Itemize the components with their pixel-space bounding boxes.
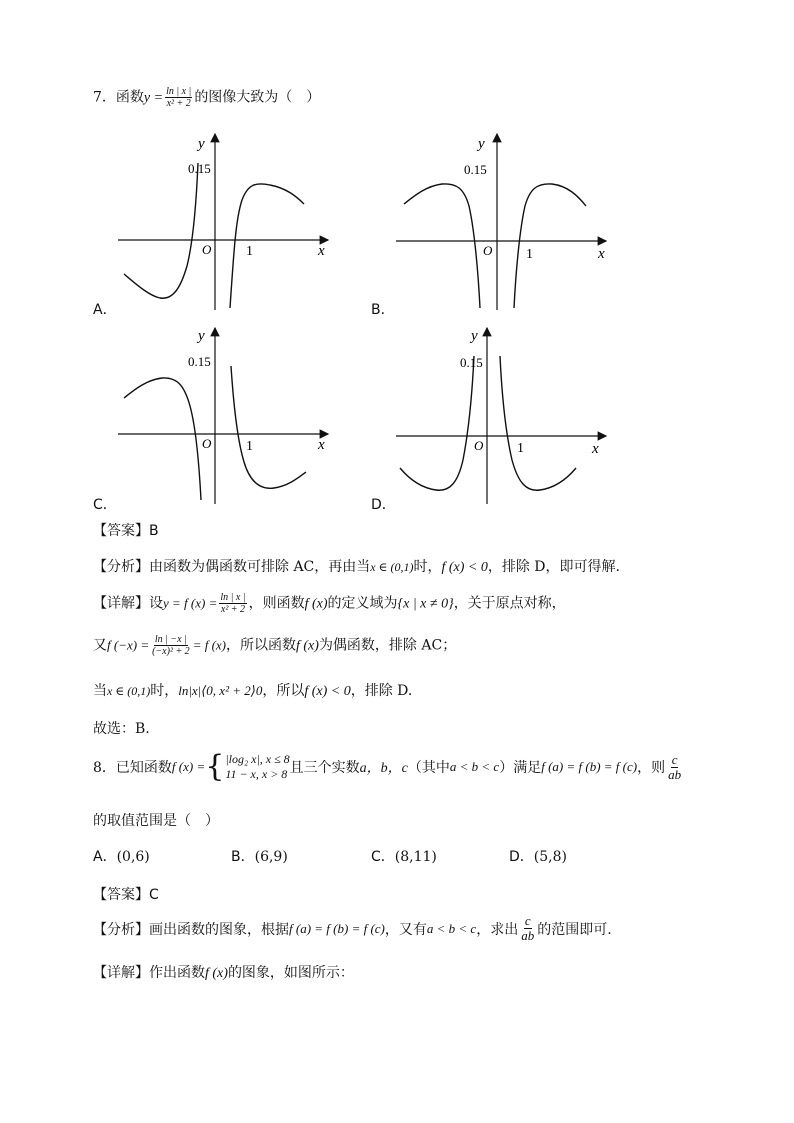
detail-num: ln | x | (220, 592, 246, 603)
tick-label: 0.15 (460, 355, 483, 370)
x-label: x (318, 243, 325, 259)
q7-analysis-line (93, 556, 620, 576)
q8-vars: a，b，c (359, 761, 408, 776)
q8-text: （其中 (407, 760, 450, 776)
option-d-label: D． (371, 497, 396, 513)
q8-option-a (93, 846, 150, 866)
q8-option-d (509, 846, 567, 866)
one-label: 1 (517, 441, 524, 456)
line3-expr: ln|x|⟨0, x² + 2⟩0 (178, 683, 263, 698)
origin-label: O (202, 242, 212, 257)
option-value: (6,9) (254, 849, 288, 865)
detail-text: 为偶函数，排除 AC； (318, 637, 457, 654)
answer-tag: 【答案】 (93, 523, 149, 539)
q8-analysis-line (93, 914, 612, 943)
line3-cond: x ∈ (0,1) (107, 684, 151, 698)
detail-tag: 【详解】 (93, 965, 149, 981)
analysis-text: 由函数为偶函数可排除 AC，再由当 (149, 559, 371, 575)
answer-value: B (149, 523, 159, 539)
q8-case2: 11 − x, x > 8 (225, 767, 288, 781)
analysis-text: ，排除 D，即可得解. (487, 559, 620, 575)
one-label: 1 (526, 247, 533, 262)
origin-label: O (202, 436, 212, 451)
detail-text: ，排除 D. (350, 683, 413, 699)
option-value: (8,11) (394, 849, 437, 865)
q7-stem-fraction (165, 86, 192, 109)
q8-stem-prefix: 8．已知函数 (93, 760, 172, 776)
detail-den: x² + 2 (220, 604, 246, 615)
graph-a (110, 128, 340, 313)
analysis-tag: 【分析】 (93, 921, 149, 938)
q8-text: ）满足 (499, 760, 542, 776)
q8-detail-line (93, 962, 354, 982)
q8-stem-line2: 的取值范围是（ ） (93, 813, 219, 829)
detail-text: 设 (149, 595, 163, 612)
option-label: C． (371, 849, 395, 865)
curve-left (404, 184, 480, 308)
analysis-cond: x ∈ (0,1) (370, 560, 414, 574)
line2-rhs: = f (x) (192, 637, 226, 653)
one-label: 1 (246, 244, 253, 259)
tick-label: 0.15 (188, 161, 211, 176)
detail-text: 的图象，如图所示： (227, 965, 354, 981)
q8-fx: f (x) = (171, 759, 206, 774)
analysis-text: 的范围即可. (537, 921, 612, 938)
analysis-text: ，求出 (476, 921, 519, 938)
analysis-text: 画出函数的图象，根据 (149, 921, 289, 938)
brace: { (205, 749, 225, 784)
detail-text: ，所以函数 (226, 637, 296, 654)
detail-fx: f (x) (304, 596, 328, 612)
q8-case1: |log₂ x|, x ≤ 8 (225, 752, 290, 766)
analysis-ineq: f (x) < 0 (441, 560, 488, 575)
origin-label: O (474, 438, 484, 453)
ratio-num: c (671, 751, 678, 767)
curve-right (230, 184, 304, 308)
y-label: y (478, 136, 485, 152)
detail-text: 又 (93, 637, 107, 654)
line2-num: ln | −x | (154, 634, 187, 645)
line3-ineq: f (x) < 0 (304, 684, 351, 699)
curve-left (124, 378, 201, 500)
detail-text: ，所以 (262, 683, 305, 699)
answer-value: C (149, 887, 159, 903)
detail-tag: 【详解】 (93, 595, 149, 612)
q7-detail-line3 (93, 680, 412, 700)
q7-stem-y: y = (143, 90, 164, 106)
graph-b (392, 128, 622, 313)
detail-text: ，关于原点对称， (453, 595, 566, 612)
origin-label: O (483, 243, 493, 258)
option-label: A． (93, 849, 117, 865)
tick-label: 0.15 (188, 354, 211, 369)
x-label: x (318, 437, 325, 453)
q7-conclusion: 故选：B. (93, 721, 150, 737)
y-label: y (198, 328, 205, 344)
option-c-label: C． (93, 497, 117, 513)
q7-stem-prefix: 7．函数 (93, 89, 144, 106)
detail-def: y = f (x) = (163, 595, 218, 611)
curve-right (231, 366, 306, 488)
analysis-order: a < b < c (426, 920, 477, 936)
q8-option-b (231, 846, 288, 866)
detail-text: 的定义域为 (327, 595, 398, 612)
q7-answer-line (93, 520, 159, 540)
detail-fraction (219, 592, 246, 615)
line2-fx: f (x) (296, 638, 319, 654)
option-b-label: B． (371, 302, 395, 318)
detail-text: 作出函数 (149, 965, 205, 981)
line2-den: (−x)² + 2 (152, 646, 190, 657)
q8-text: ，则 (637, 760, 666, 776)
graph-d (392, 322, 622, 507)
q8-answer-line (93, 884, 159, 904)
q8-ratio (667, 753, 682, 782)
x-label: x (598, 246, 605, 262)
q8-text: 且三个实数 (289, 760, 360, 776)
line2-lhs: f (−x) = (107, 637, 150, 653)
y-label: y (471, 328, 478, 344)
option-label: B． (231, 849, 255, 865)
detail-text: ，则函数 (248, 595, 305, 612)
ratio-den: ab (521, 928, 535, 943)
option-label: D． (509, 849, 534, 865)
detail-domain: {x | x ≠ 0} (397, 596, 454, 612)
ratio-num: c (524, 913, 531, 928)
analysis-ratio (520, 914, 535, 943)
q7-stem-suffix: 的图像大致为（ ） (194, 89, 321, 106)
analysis-text: 时， (413, 559, 442, 575)
analysis-tag: 【分析】 (93, 559, 149, 575)
detail-fx: f (x) (205, 966, 228, 981)
graph-c (110, 322, 340, 507)
one-label: 1 (246, 439, 253, 454)
q7-detail-line2 (93, 634, 456, 657)
curve-right (514, 184, 586, 308)
q8-equal: f (a) = f (b) = f (c) (541, 759, 638, 774)
curve-left (124, 163, 198, 298)
curve-left (400, 356, 474, 490)
q7-stem-num: ln | x | (166, 86, 192, 97)
ratio-den: ab (668, 766, 682, 782)
x-label: x (592, 441, 599, 457)
analysis-text: ，又有 (384, 921, 427, 938)
detail-text: 时， (150, 683, 179, 699)
q8-piecewise (205, 749, 290, 784)
answer-tag: 【答案】 (93, 887, 149, 903)
option-value: (5,8) (533, 849, 567, 865)
q7-detail-line1 (93, 592, 566, 615)
tick-label: 0.15 (464, 162, 487, 177)
option-value: (0,6) (116, 849, 150, 865)
q8-order: a < b < c (449, 759, 500, 774)
y-label: y (198, 136, 205, 152)
q8-stem (93, 749, 684, 784)
curve-right (500, 356, 576, 490)
detail-text: 当 (93, 683, 107, 699)
q7-stem (93, 86, 320, 109)
q7-stem-den: x² + 2 (166, 98, 191, 109)
q8-option-c (371, 846, 437, 866)
line2-fraction (151, 634, 191, 657)
option-a-label: A． (93, 302, 117, 318)
analysis-equal: f (a) = f (b) = f (c) (289, 920, 385, 936)
